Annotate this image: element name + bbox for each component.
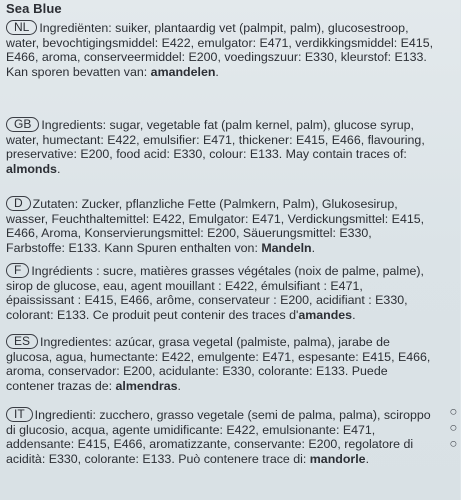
language-badge-gb: GB [6,117,39,132]
section-d [6,196,434,255]
ingredients-text-d: Zutaten: Zucker, pflanzliche Fette (Palmkern, Palm), Glukosesirup, wasser, Feuchthaltemittel: E422, Emulgator: E471, Verdickungsmittel: E415, E466, Aroma, Konservierungsmittel: E200, Säuerungsmittel: E330, Farbstoffe: E133. Kann Spuren enthalten von: [6,197,425,255]
cut-off-edge-text: ○○○ [446,404,461,452]
section-it [6,407,434,466]
allergen-d: Mandeln [261,240,312,255]
allergen-f: amandes [298,307,353,322]
end-nl: . [215,64,219,79]
end-es: . [177,378,181,393]
language-badge-es: ES [6,334,38,349]
ingredients-text-it: Ingredienti: zucchero, grasso vegetale (semi de palma, palma), sciroppo di glucosio, acqua, agente umidificante: E422, emulsionante: E471, addensante: E415, E466, aromatizzante, conservante: E200, regolatore di acidità: E330, colorante: E133. Può contenere trace di: [6,408,431,466]
ingredients-text-gb: Ingredients: sugar, vegetable fat (palm kernel, palm), glucose syrup, water, humectant: E422, emulsifier: E471, thickener: E415, E466, flavouring, preservative: E200, food acid: E330, colour: E133. May contain traces of: [6,118,425,162]
allergen-es: almendras [115,378,178,393]
language-badge-f: F [6,263,29,278]
language-badge-d: D [6,196,31,211]
end-gb: . [56,161,61,176]
allergen-gb: almonds [6,161,57,176]
language-badge-it: IT [6,407,33,422]
language-badge-nl: NL [6,20,37,35]
end-d: . [311,240,316,255]
section-f [6,263,434,322]
ingredients-text-es: Ingredientes: azúcar, grasa vegetal (palmiste, palma), jarabe de glucosa, agua, humectante: E422, emulgente: E471, espesante: E415, E466, aroma, conservador: E200, acidulante: E330, colorante: E133. Puede contener trazas de: [6,335,431,393]
allergen-it: mandorle [309,451,366,466]
allergen-nl: amandelen [150,64,216,79]
section-es [6,334,434,393]
section-nl [6,20,434,79]
end-f: . [352,307,356,322]
ingredients-text-nl: Ingrediënten: suiker, plantaardig vet (palmpit, palm), glucosestroop, water, bevochtigingsmiddel: E422, emulgator: E471, verdikkingsmiddel: E415, E466, aroma, conserveermiddel: E200, voedingszuur: E330, kleurstof: E133. Kan sporen bevatten van: [6,21,434,79]
section-gb [6,117,434,176]
ingredients-text-f: Ingrédients : sucre, matières grasses végétales (noix de palme, palme), sirop de glucose, eau, agent mouillant : E422, émulsifiant : E471, épaississant : E415, E466, arôme, conservateur : E200, acidifiant : E330, colorant: E133. Ce produit peut contenir des traces d' [6,264,424,322]
end-it: . [365,451,370,466]
product-name: Sea Blue [6,1,62,16]
